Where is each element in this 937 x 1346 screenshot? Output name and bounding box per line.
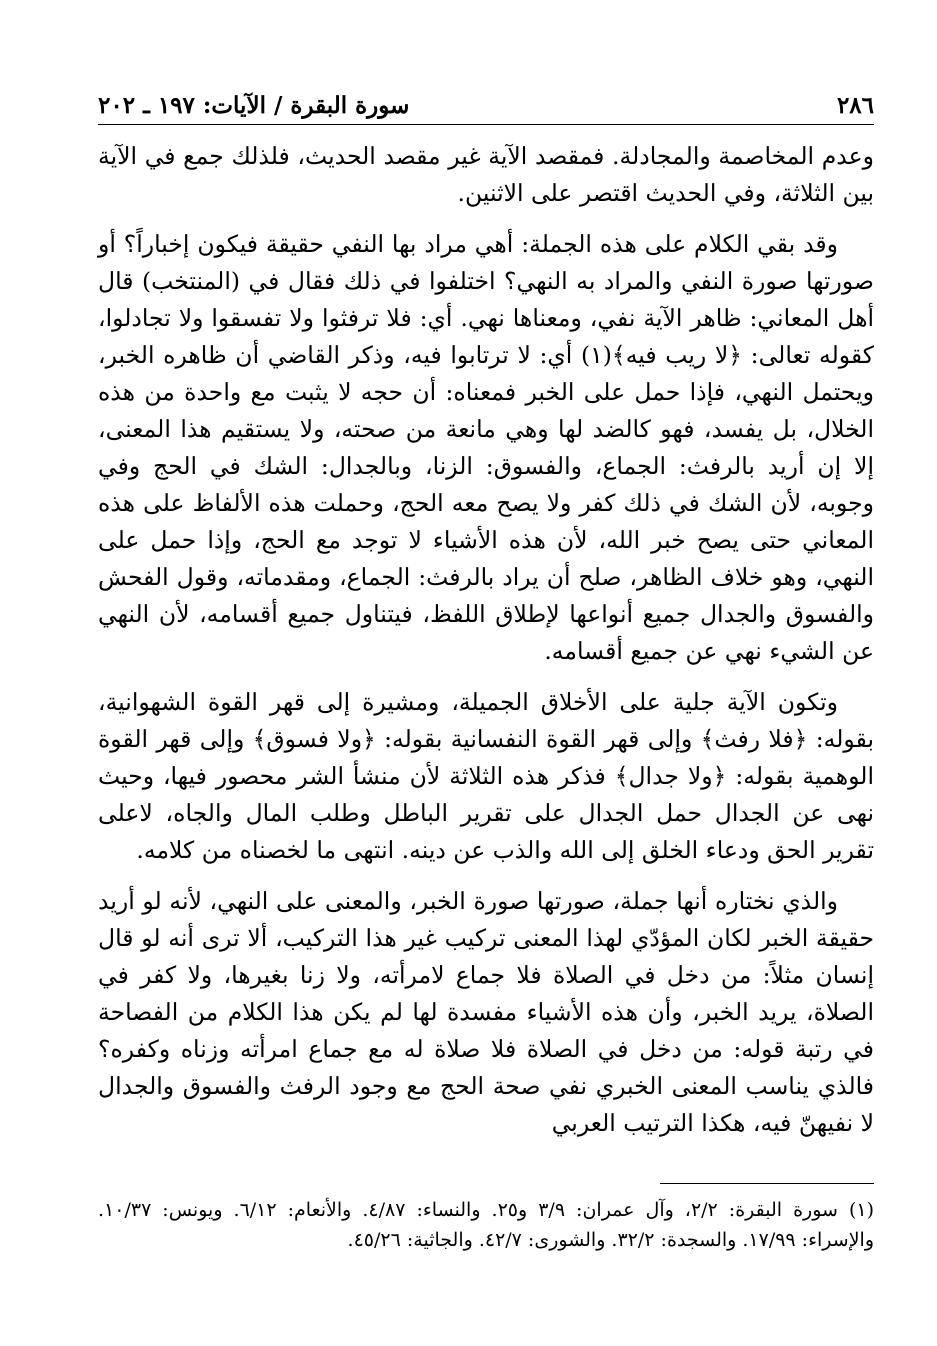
paragraph-1: وعدم المخاصمة والمجادلة. فمقصد الآية غير مقصد الحديث، فلذلك جمع في الآية بين الثلاثة، وفي الحديث اقتصر على الاثنين. (98, 142, 874, 207)
page-header (98, 84, 874, 125)
paragraph-2: وقد بقي الكلام على هذه الجملة: أهي مراد بها النفي حقيقة فيكون إخباراً؟ أو صورتها صورة النفي والمراد به النهي؟ اختلفوا في ذلك فقال في (المنتخب) قال أهل المعاني: ظاهر الآية نفي، ومعناها نهي. أي: فلا ترفثوا ولا تفسقوا ولا تجادلوا، كقوله تعالى: ﴿لا ريب فيه﴾(١) أي: لا ترتابوا فيه، وذكر القاضي أن ظاهره الخبر، ويحتمل النهي، فإذا حمل على الخبر فمعناه: أن حجه لا يثبت مع واحدة من هذه الخلال، بل يفسد، فهو كالضد لها وهي مانعة من صحته، ولا يستقيم هذا المعنى، إلا إن أريد بالرفث: الجماع، والفسوق: الزنا، وبالجدال: الشك في الحج وفي وجوبه، لأن الشك في ذلك كفر ولا يصح معه الحج، وحملت هذه الألفاظ على هذه المعاني حتى يصح خبر الله، لأن هذه الأشياء لا توجد مع الحج، وإذا حمل على النهي، وهو خلاف الظاهر، صلح أن يراد بالرفث: الجماع، ومقدماته، وقول الفحش والفسوق والجدال جميع أنواعها لإطلاق اللفظ، فيتناول جميع أقسامه، لأن النهي عن الشيء نهي عن جميع أقسامه. (98, 230, 874, 665)
paragraph-3: وتكون الآية جلية على الأخلاق الجميلة، ومشيرة إلى قهر القوة الشهوانية، بقوله: ﴿فلا رفث﴾ وإلى قهر القوة النفسانية بقوله: ﴿ولا فسوق﴾ وإلى قهر القوة الوهمية بقوله: ﴿ولا جدال﴾ فذكر هذه الثلاثة لأن منشأ الشر محصور فيها، وحيث نهى عن الجدال حمل الجدال على تقرير الباطل وطلب المال والجاه، لاعلى تقرير الحق ودعاء الخلق إلى الله والذب عن دينه. انتهى ما لخصناه من كلامه. (98, 688, 874, 864)
paragraph-4: والذي نختاره أنها جملة، صورتها صورة الخبر، والمعنى على النهي، لأنه لو أريد حقيقة الخبر لكان المؤدّي لهذا المعنى تركيب غير هذا التركيب، ألا ترى أنه لو قال إنسان مثلاً: من دخل في الصلاة فلا جماع لامرأته، ولا زنا بغيرها، ولا كفر في الصلاة، يريد الخبر، وأن هذه الأشياء مفسدة لها لم يكن هذا الكلام من الفصاحة في رتبة قوله: من دخل في الصلاة فلا صلاة له مع جماع امرأته وزناه وكفره؟ فالذي يناسب المعنى الخبري نفي صحة الحج مع وجود الرفث والفسوق والجدال لا نفيهنّ فيه، هكذا الترتيب العربي (98, 887, 874, 1137)
footnote-1: (١) سورة البقرة: ٢/٢، وآل عمران: ٣/٩ و٢٥. والنساء: ٤/٨٧. والأنعام: ٦/١٢. ويونس: ١٠/٣٧. والإسراء: ١٧/٩٩. والسجدة: ٣٢/٢. والشورى: ٤٢/٧. والجاثية: ٤٥/٢٦. (98, 1199, 875, 1251)
page-number: ٢٨٦ (836, 92, 874, 119)
footnote-separator (660, 1183, 874, 1184)
running-title: سورة البقرة / الآيات: ١٩٧ ـ ٢٠٢ (98, 92, 410, 119)
main-text (98, 138, 874, 1156)
